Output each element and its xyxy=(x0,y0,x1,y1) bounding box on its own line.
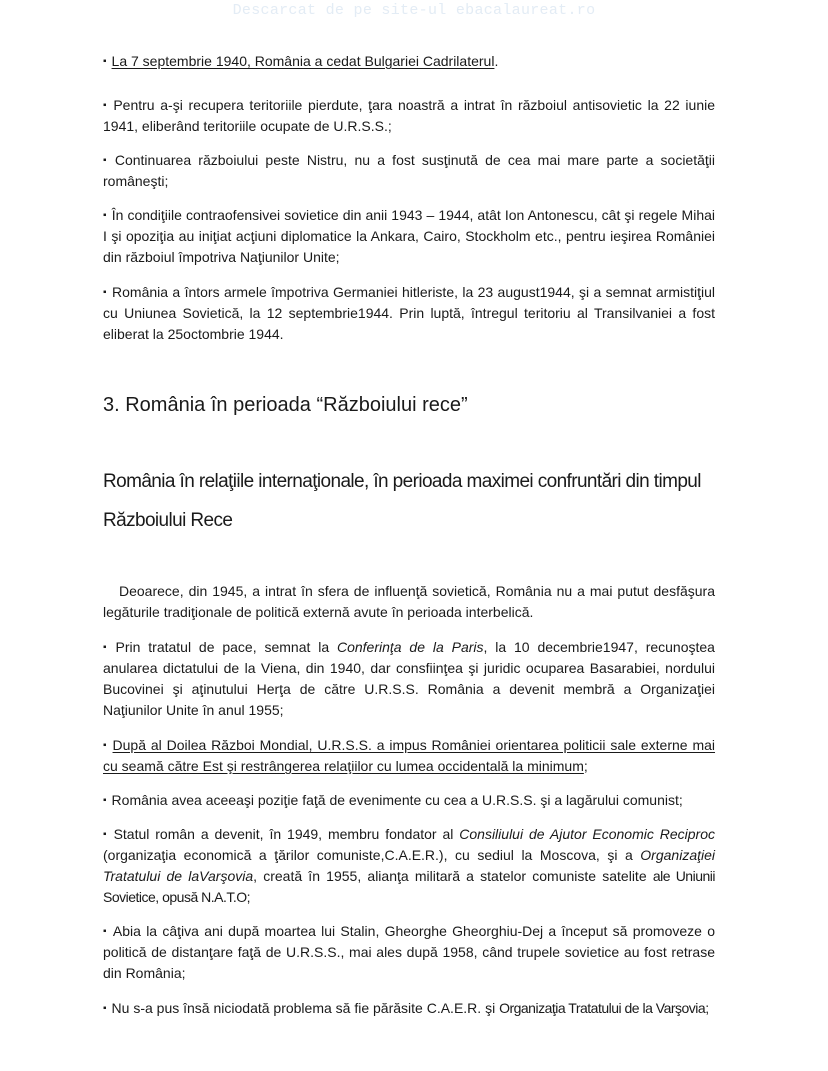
bullet-icon: ▪ xyxy=(103,740,108,751)
bullet-icon: ▪ xyxy=(103,155,110,166)
subheading-line-1: România în relaţiile internaţionale, în perioada maximei confruntări din timpul xyxy=(103,471,701,492)
bullet-icon: ▪ xyxy=(103,287,108,298)
bullet-icon: ▪ xyxy=(103,795,107,806)
paragraph-armistice: ▪ România a întors armele împotriva Germaniei hitleriste, la 23 august1944, şi a semnat armistiţiul cu Uniunea Sovietică, la 12 septembrie1944. Prin luptă, întregul teritoriu al Transilvaniei a fost eliberat la 25octombrie 1944. xyxy=(103,284,716,342)
paragraph-same-position: ▪ România avea aceeaşi poziţie faţă de evenimente cu cea a U.R.S.S. şi a lagărului comunist; xyxy=(103,792,683,808)
paragraph-caer-warsaw: ▪ Statul român a devenit, în 1949, membru fondator al Consiliului de Ajutor Economic Reciproc (organizaţia economică a ţărilor comuniste,C.A.E.R.), cu sediul la Moscova, şi a Organizaţiei Tratatului de laVarşovia, creată în 1955, alianţa militară a statelor comuniste satelite ale Uniunii Sovietice, opusă N.A.T.O; xyxy=(103,826,715,905)
paragraph-nistru: ▪ Continuarea războiului peste Nistru, nu a fost susţinută de cea mai mare parte a societăţii româneşti; xyxy=(103,152,716,189)
paragraph-cadrilater: ▪ La 7 septembrie 1940, România a cedat Bulgariei Cadrilaterul. xyxy=(103,53,499,69)
subheading-line-2: Războiului Rece xyxy=(103,510,233,531)
underlined-text: După al Doilea Război Mondial, U.R.S.S. a impus României orientarea politicii sale externe mai cu seamă către Est şi restrângerea relaţiilor cu lumea occidentală la minimum xyxy=(103,737,716,774)
paragraph-war-entry: ▪ Pentru a-şi recupera teritoriile pierdute, ţara noastră a intrat în războiul antisovietic la 22 iunie 1941, eliberând teritoriile ocupate de U.R.S.S.; xyxy=(103,97,716,134)
paragraph-intro: Deoarece, din 1945, a intrat în sfera de influenţă sovietică, România nu a mai putut desfăşura legăturile tradiţionale de politică externă avute în perioada interbelică. xyxy=(103,583,715,620)
underlined-text: La 7 septembrie 1940, România a cedat Bulgariei Cadrilaterul xyxy=(111,53,495,69)
watermark: Descarcat de pe site-ul ebacalaureat.ro xyxy=(232,2,596,19)
paragraph-peace-treaty: ▪ Prin tratatul de pace, semnat la Conferinţa de la Paris, la 10 decembrie1947, recunoştea anularea dictatului de la Viena, din 1940, dar consfiinţea şi juridic ocuparea Basarabiei, nordului Bucovinei şi aţinutului Herţa de către U.R.S.S. România a devenit membră a Organizaţiei Naţiunilor Unite în anul 1955; xyxy=(103,639,715,718)
paragraph-diplomatic-actions: ▪ În condiţiile contraofensivei sovietice din anii 1943 – 1944, atât Ion Antonescu, cât şi regele Mihai I şi opoziţia au iniţiat acţiuni diplomatice la Ankara, Cairo, Stockholm etc., pentru ieşirea României din războiul împotriva Naţiunilor Unite; xyxy=(103,207,715,265)
bullet-icon: ▪ xyxy=(103,642,111,653)
bullet-icon: ▪ xyxy=(103,56,107,67)
paragraph-soviet-orientation: ▪ După al Doilea Război Mondial, U.R.S.S. a impus României orientarea politicii sale externe mai cu seamă către Est şi restrângerea relaţiilor cu lumea occidentală la minimum; xyxy=(103,737,716,774)
paragraph-never-left: ▪ Nu s-a pus însă niciodată problema să fie părăsite C.A.E.R. şi Organizaţia Tratatului de la Varşovia; xyxy=(103,1000,709,1016)
bullet-icon: ▪ xyxy=(103,926,108,937)
section-heading: 3. România în perioada “Războiului rece” xyxy=(103,394,468,416)
paragraph-gheorghiu-dej: ▪ Abia la câţiva ani după moartea lui Stalin, Gheorghe Gheorghiu-Dej a început să promoveze o politică de distanţare faţă de U.R.S.S., mai ales după 1958, când trupele sovietice au fost retrase din România; xyxy=(103,923,715,981)
bullet-icon: ▪ xyxy=(103,100,109,111)
bullet-icon: ▪ xyxy=(103,210,107,221)
bullet-icon: ▪ xyxy=(103,829,109,840)
bullet-icon: ▪ xyxy=(103,1003,107,1014)
